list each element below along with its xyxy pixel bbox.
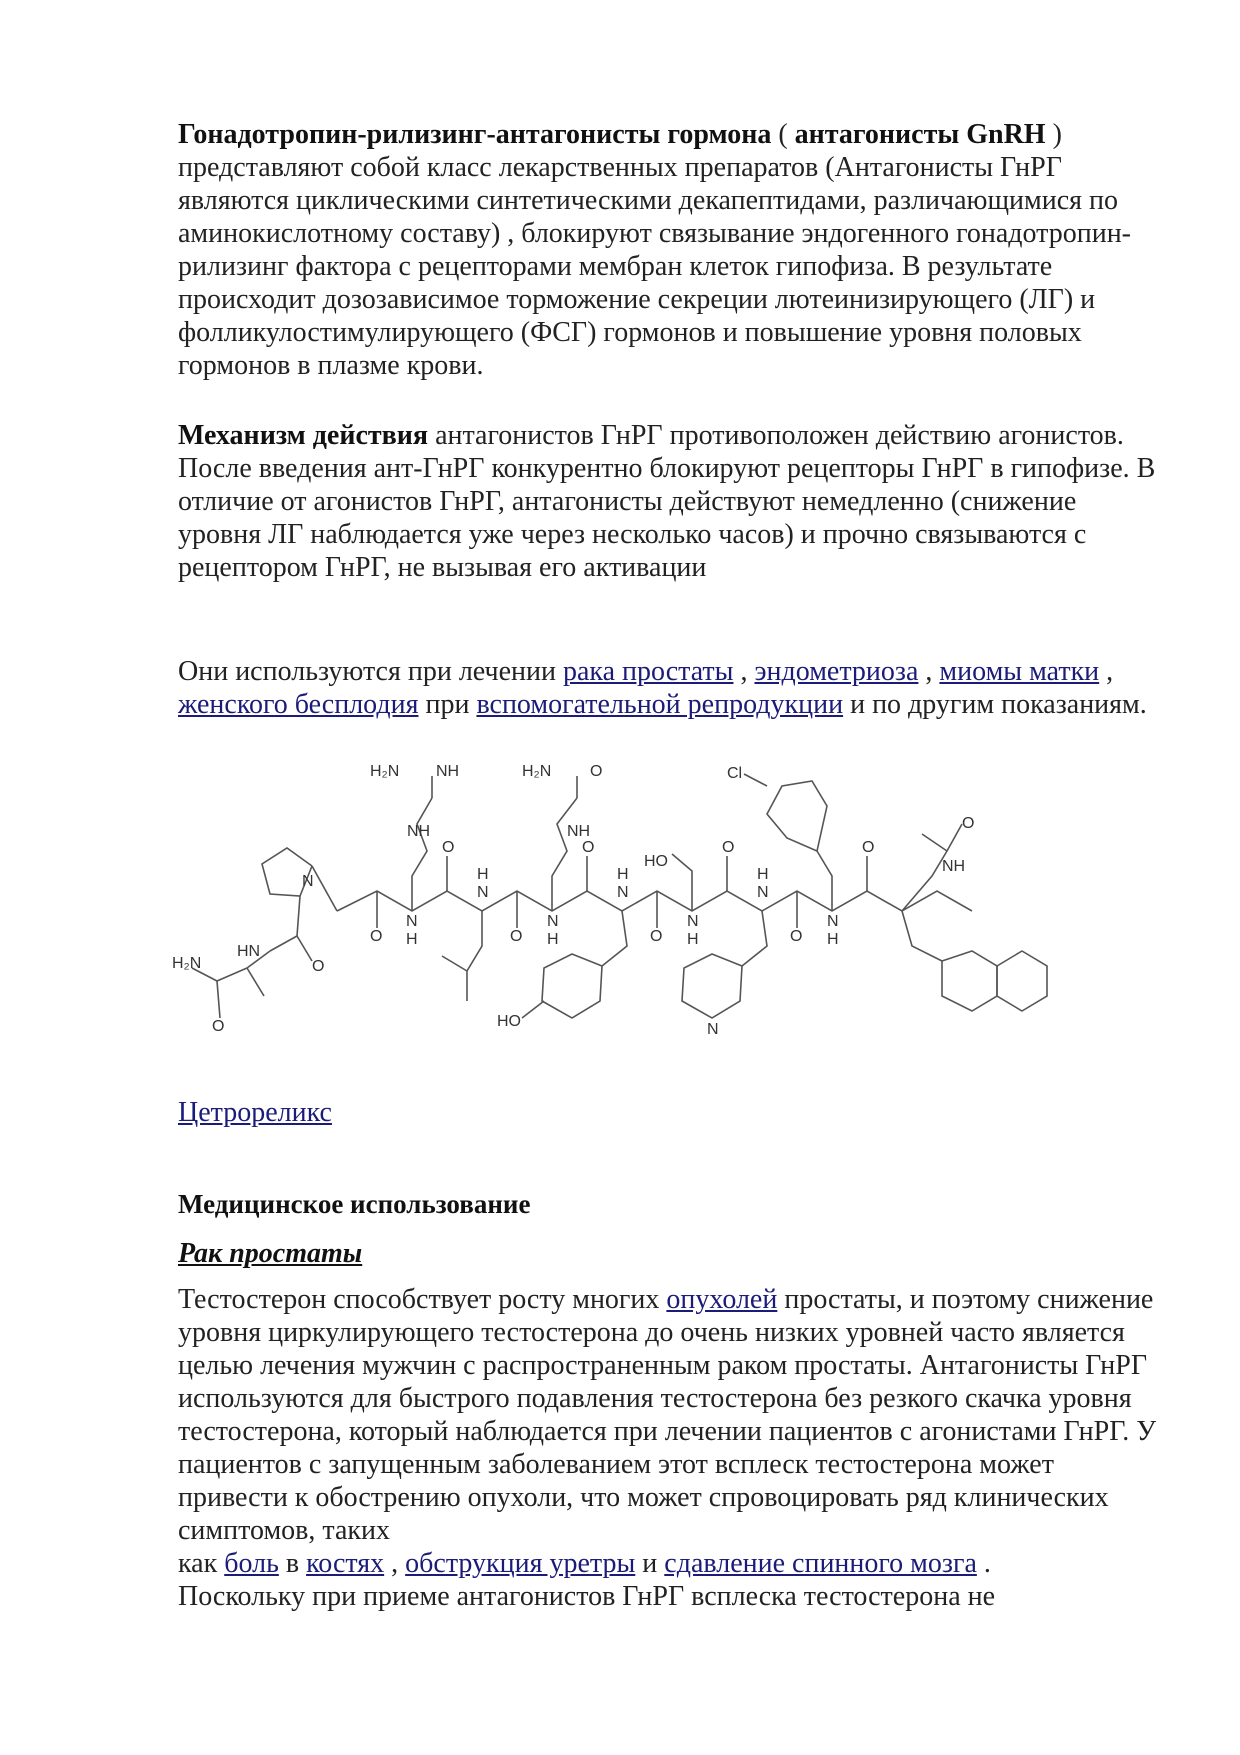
- label-n: N: [547, 913, 559, 930]
- label-o: O: [862, 839, 875, 856]
- cetrorelix-structure-diagram: [172, 756, 1152, 1086]
- usage-text: и по другим показаниям.: [843, 689, 1147, 720]
- intro-bold-abbr: антагонисты GnRH: [794, 119, 1046, 150]
- label-nh: NH: [942, 858, 966, 875]
- label-n: N: [406, 913, 418, 930]
- usage-text: ,: [918, 656, 940, 687]
- label-nh: NH: [567, 823, 591, 840]
- label-h: H: [757, 866, 769, 883]
- label-n: N: [757, 884, 769, 901]
- link-bones[interactable]: костях: [306, 1548, 385, 1579]
- label-n: N: [707, 1021, 719, 1038]
- label-n: N: [477, 884, 489, 901]
- label-hn: HN: [237, 943, 261, 960]
- label-o: O: [650, 928, 663, 945]
- label-n: N: [687, 913, 699, 930]
- link-female-infertility[interactable]: женского бесплодия: [178, 689, 419, 720]
- label-o: O: [370, 928, 383, 945]
- label-h: H: [617, 866, 629, 883]
- link-assisted-reproduction[interactable]: вспомогательной репродукции: [476, 689, 844, 720]
- intro-body: представляют собой класс лекарственных препаратов (Антагонисты ГнРГ являются циклическими синтетическими декапептидами, различающимися по аминокислотному составу) , блокируют связывание эндогенного гонадотропин-рилизинг фактора с рецепторами мембран клеток гипофиза. В результате происходит дозозависимое торможение секреции лютеинизирующего (ЛГ) и фолликулостимулирующего (ФСГ) гормонов и повышение уровня половых гормонов в плазме крови.: [178, 152, 1131, 381]
- mechanism-bold: Механизм действия: [178, 420, 429, 451]
- paren-open: (: [771, 119, 795, 150]
- label-h2n: H₂N: [522, 763, 552, 780]
- label-h2n: H₂N: [172, 955, 202, 972]
- label-h: H: [406, 931, 418, 948]
- label-h: H: [547, 931, 559, 948]
- label-cl: Cl: [727, 765, 743, 782]
- label-nh: NH: [436, 763, 460, 780]
- paren-close: ): [1045, 119, 1062, 150]
- label-o: O: [312, 958, 325, 975]
- link-prostate-cancer[interactable]: рака простаты: [563, 656, 734, 687]
- intro-bold-title: Гонадотропин-рилизинг-антагонисты гормона: [178, 119, 772, 150]
- label-o: O: [790, 928, 803, 945]
- label-h2n: H₂N: [370, 763, 400, 780]
- link-cetrorelix[interactable]: Цетрореликс: [178, 1097, 332, 1128]
- prostate-paragraph: [178, 1283, 1158, 1613]
- usage-text: ,: [1099, 656, 1114, 687]
- label-h: H: [477, 866, 489, 883]
- prostate-text: в: [278, 1548, 307, 1579]
- link-spinal-cord-compression[interactable]: сдавление спинного мозга: [664, 1548, 977, 1579]
- label-n: N: [827, 913, 839, 930]
- prostate-text: Поскольку при приеме антагонистов ГнРГ всплеска тестостерона не: [178, 1581, 996, 1612]
- label-o: O: [510, 928, 523, 945]
- section-heading: Медицинское использование: [178, 1189, 531, 1219]
- label-o: O: [212, 1018, 225, 1035]
- usage-paragraph: [178, 655, 1158, 721]
- label-o: O: [590, 763, 603, 780]
- label-h: H: [687, 931, 699, 948]
- prostate-text: ,: [384, 1548, 406, 1579]
- structure-labels: [172, 763, 974, 1038]
- prostate-text: Тестостерон способствует росту многих: [178, 1284, 667, 1315]
- label-ho: HO: [644, 853, 668, 870]
- label-o: O: [962, 815, 975, 832]
- usage-text: при: [418, 689, 477, 720]
- usage-text: Они используются при лечении: [178, 656, 563, 687]
- label-o: O: [722, 839, 735, 856]
- link-endometriosis[interactable]: эндометриоза: [754, 656, 919, 687]
- mechanism-paragraph: [178, 419, 1158, 584]
- label-ho: HO: [497, 1013, 521, 1030]
- prostate-text: .: [976, 1548, 991, 1579]
- mechanism-body: антагонистов ГнРГ противоположен действию агонистов. После введения ант-ГнРГ конкурентно блокируют рецепторы ГнРГ в гипофизе. В отличие от агонистов ГнРГ, антагонисты действуют немедленно (снижение уровня ЛГ наблюдается уже через несколько часов) и прочно связываются с рецептором ГнРГ, не вызывая его активации: [178, 420, 1156, 583]
- label-nh: NH: [407, 823, 431, 840]
- label-h: H: [827, 931, 839, 948]
- usage-text: ,: [733, 656, 755, 687]
- subsection-heading: Рак простаты: [178, 1238, 363, 1269]
- label-o: O: [442, 839, 455, 856]
- link-pain[interactable]: боль: [224, 1548, 279, 1579]
- intro-paragraph: [178, 118, 1158, 382]
- label-n: N: [617, 884, 629, 901]
- link-urethral-obstruction[interactable]: обструкция уретры: [405, 1548, 636, 1579]
- link-uterine-fibroids[interactable]: миомы матки: [939, 656, 1100, 687]
- structure-caption: [178, 1096, 1158, 1129]
- prostate-text: как: [178, 1548, 225, 1579]
- label-o: O: [582, 839, 595, 856]
- prostate-text: простаты, и поэтому снижение уровня циркулирующего тестостерона до очень низких уровней часто является целью лечения мужчин с распространенным раком простаты. Антагонисты ГнРГ используются для быстрого подавления тестостерона без резкого скачка уровня тестостерона, который наблюдается при лечении пациентов с агонистами ГнРГ. У пациентов с запущенным заболеванием этот всплеск тестостерона может привести к обострению опухоли, что может спровоцировать ряд клинических симптомов, таких: [178, 1284, 1157, 1546]
- prostate-text: и: [635, 1548, 665, 1579]
- label-n: N: [302, 873, 314, 890]
- link-tumors[interactable]: опухолей: [666, 1284, 778, 1315]
